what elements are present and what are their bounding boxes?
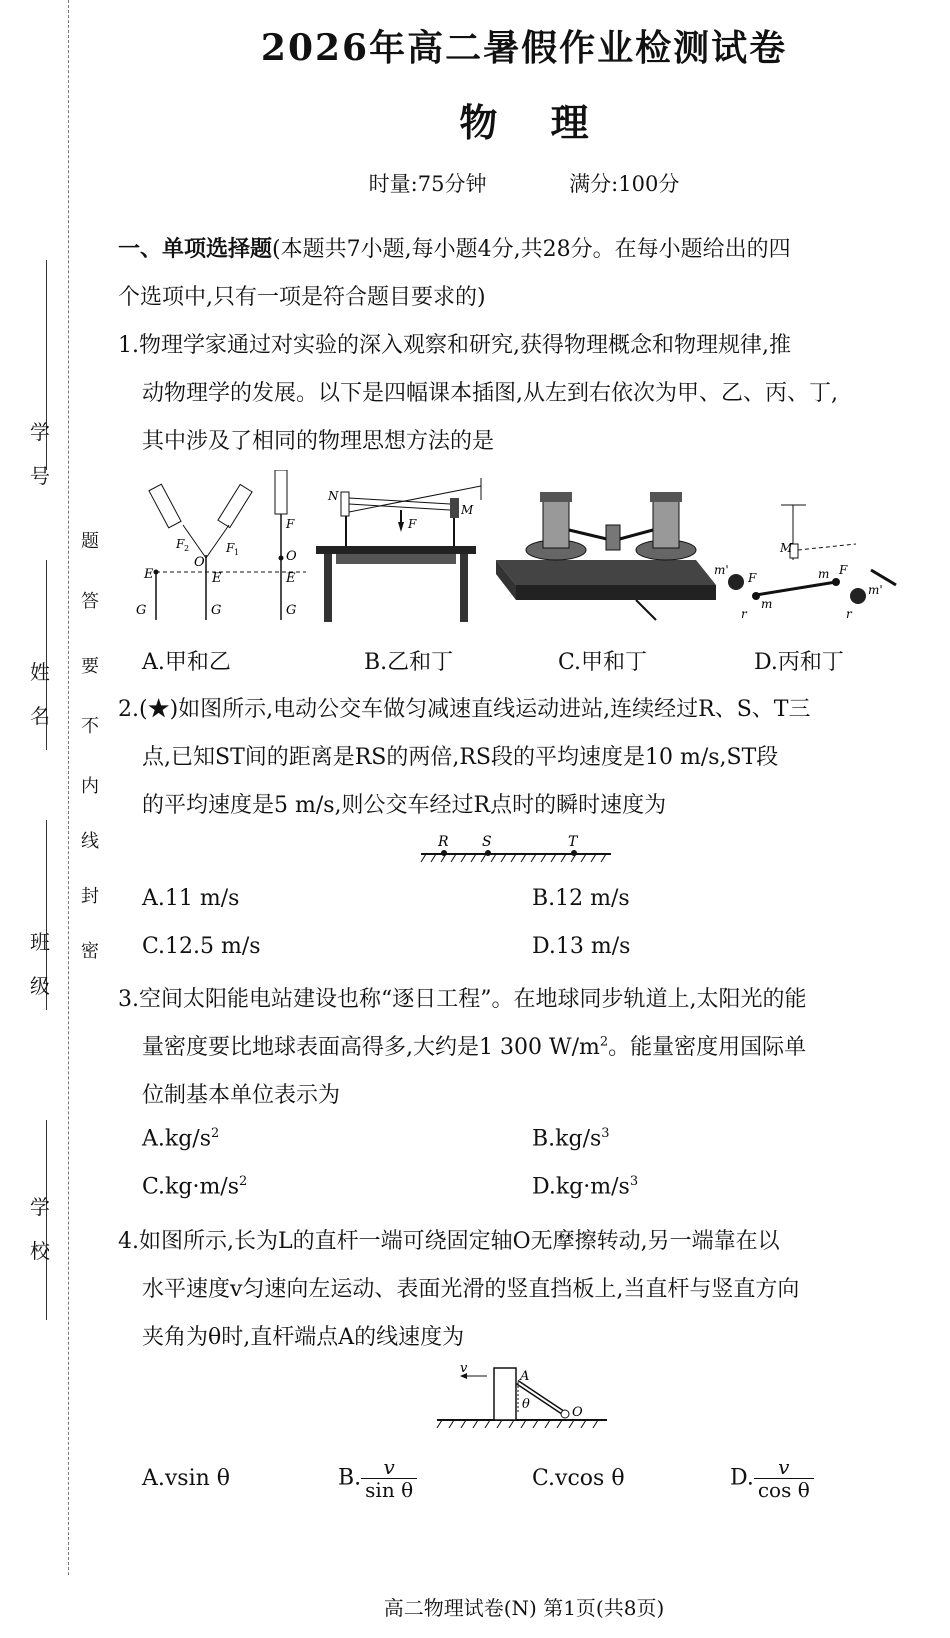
q4-option-d[interactable] bbox=[730, 1456, 814, 1501]
q2-stem-line2: 点,已知ST间的距离是RS的两倍,RS段的平均速度是10 m/s,ST段 bbox=[142, 745, 779, 770]
q1-stem-line2: 动物理学的发展。以下是四幅课本插图,从左到右依次为甲、乙、丙、丁, bbox=[142, 381, 838, 406]
figure-light-lever bbox=[316, 478, 481, 622]
label-O: O bbox=[572, 1405, 583, 1420]
q3-stem-line3: 位制基本单位表示为 bbox=[142, 1083, 341, 1108]
section-heading bbox=[118, 232, 791, 263]
q1-option-c[interactable]: C.甲和丁 bbox=[558, 650, 648, 675]
label-E: E bbox=[286, 571, 296, 586]
q2-option-a[interactable]: A.11 m/s bbox=[142, 886, 240, 911]
label-F: F bbox=[408, 517, 417, 531]
fraction bbox=[361, 1456, 417, 1501]
q3-option-d[interactable] bbox=[532, 1174, 638, 1199]
fraction-numerator: v bbox=[754, 1456, 814, 1479]
q3-text: 量密度要比地球表面高得多,大约是1 300 W/m bbox=[142, 1035, 600, 1060]
full-score: 满分:100分 bbox=[569, 172, 680, 196]
q3-text: 。能量密度用国际单 bbox=[608, 1035, 807, 1060]
label-F: F bbox=[748, 571, 757, 585]
q3-option-c-sup: 2 bbox=[239, 1174, 248, 1189]
q3-option-a-text: A.kg/s bbox=[142, 1126, 211, 1152]
q1-figures bbox=[136, 470, 916, 630]
label-F: F bbox=[839, 563, 848, 577]
seal-dashed-line bbox=[68, 0, 69, 1575]
class-label: 班级 bbox=[30, 930, 50, 998]
section-desc: (本题共7小题,每小题4分,共28分。在每小题给出的四 bbox=[272, 237, 791, 262]
label-G: G bbox=[211, 603, 222, 618]
q1-option-a[interactable]: A.甲和乙 bbox=[142, 650, 231, 675]
q2-road-figure bbox=[416, 832, 616, 866]
q4-stem-line1: 4.如图所示,长为L的直杆一端可绕固定轴O无摩擦转动,另一端靠在以 bbox=[118, 1229, 780, 1254]
time-limit: 时量:75分钟 bbox=[368, 172, 487, 196]
point-S: S bbox=[482, 834, 492, 850]
subject-title: 物 理 bbox=[459, 100, 589, 145]
q4-option-b-letter: B. bbox=[338, 1465, 362, 1491]
label-m: m bbox=[818, 567, 830, 581]
q2-option-c[interactable]: C.12.5 m/s bbox=[142, 934, 261, 959]
fraction-denominator: cos θ bbox=[757, 1478, 810, 1502]
q1-option-d[interactable]: D.丙和丁 bbox=[754, 650, 844, 675]
q4-option-d-letter: D. bbox=[730, 1465, 754, 1491]
point-T: T bbox=[568, 834, 578, 850]
seal-char: 密 bbox=[81, 941, 99, 962]
q3-superscript: 2 bbox=[599, 1034, 609, 1050]
figure-force-composition bbox=[136, 470, 306, 620]
label-E: E bbox=[144, 567, 154, 582]
q3-option-b-text: B.kg/s bbox=[532, 1126, 602, 1152]
q3-option-d-sup: 3 bbox=[629, 1174, 639, 1189]
seal-char: 封 bbox=[81, 886, 99, 907]
exam-meta bbox=[118, 168, 930, 198]
label-v: v bbox=[460, 1362, 468, 1376]
q3-stem-line2 bbox=[142, 1030, 806, 1061]
page-footer: 高二物理试卷(N) 第1页(共8页) bbox=[383, 1596, 665, 1620]
label-m: m bbox=[761, 597, 773, 611]
label-G: G bbox=[136, 603, 147, 618]
fraction bbox=[754, 1456, 814, 1501]
seal-char: 要 bbox=[81, 656, 99, 677]
label-m-prime: m' bbox=[868, 583, 883, 597]
label-G: G bbox=[286, 603, 297, 618]
q4-stem-line3: 夹角为θ时,直杆端点A的线速度为 bbox=[142, 1325, 465, 1350]
seal-char: 内 bbox=[81, 776, 99, 797]
label-r: r bbox=[846, 607, 852, 621]
q3-stem-line1: 3.空间太阳能电站建设也称“逐日工程”。在地球同步轨道上,太阳光的能 bbox=[118, 987, 807, 1012]
q1-stem-line1: 1.物理学家通过对实验的深入观察和研究,获得物理概念和物理规律,推 bbox=[118, 333, 791, 358]
seal-char: 不 bbox=[81, 716, 99, 737]
seal-char: 答 bbox=[81, 591, 99, 612]
q2-option-b[interactable]: B.12 m/s bbox=[532, 886, 630, 911]
student-id-label: 学号 bbox=[30, 420, 50, 488]
label-F1: F bbox=[226, 541, 235, 555]
label-m-prime: m' bbox=[714, 563, 729, 577]
figure-coulomb-apparatus bbox=[496, 492, 716, 620]
label-F1-sub: 1 bbox=[234, 548, 240, 557]
label-N: N bbox=[328, 489, 339, 503]
q3-option-a[interactable] bbox=[142, 1126, 219, 1151]
q3-option-a-sup: 2 bbox=[211, 1126, 220, 1141]
label-A: A bbox=[520, 1369, 530, 1384]
seal-char: 线 bbox=[81, 831, 99, 852]
label-O: O bbox=[194, 555, 205, 570]
q1-stem-line3: 其中涉及了相同的物理思想方法的是 bbox=[142, 429, 495, 454]
q2-stem-line1: 2.(★)如图所示,电动公交车做匀减速直线运动进站,连续经过R、S、T三 bbox=[118, 697, 811, 722]
label-r: r bbox=[741, 607, 747, 621]
q4-rod-figure bbox=[432, 1362, 612, 1432]
label-O: O bbox=[286, 549, 297, 564]
label-M: M bbox=[780, 541, 793, 555]
q3-option-d-text: D.kg·m/s bbox=[532, 1174, 630, 1200]
label-M: M bbox=[461, 503, 474, 517]
label-E: E bbox=[212, 571, 222, 586]
school-label: 学校 bbox=[30, 1195, 50, 1263]
section-title: 一、单项选择题 bbox=[118, 236, 273, 262]
q3-option-b[interactable] bbox=[532, 1126, 610, 1151]
label-F: F bbox=[286, 517, 295, 531]
q1-option-b[interactable]: B.乙和丁 bbox=[364, 650, 454, 675]
fraction-numerator: v bbox=[361, 1456, 417, 1479]
label-F2: F bbox=[176, 537, 185, 551]
q3-option-b-sup: 3 bbox=[601, 1126, 610, 1141]
q2-stem-line3: 的平均速度是5 m/s,则公交车经过R点时的瞬时速度为 bbox=[142, 793, 667, 818]
name-label: 姓名 bbox=[30, 660, 50, 728]
section-desc-line2: 个选项中,只有一项是符合题目要求的) bbox=[118, 285, 486, 310]
figure-torsion-balance bbox=[714, 505, 896, 621]
label-F2-sub: 2 bbox=[184, 544, 190, 553]
q2-option-d[interactable]: D.13 m/s bbox=[532, 934, 631, 959]
fraction-denominator: sin θ bbox=[365, 1478, 414, 1502]
q4-option-b[interactable] bbox=[338, 1456, 417, 1501]
seal-char: 题 bbox=[81, 531, 99, 552]
q3-option-c[interactable] bbox=[142, 1174, 247, 1199]
q4-option-c[interactable]: C.vcos θ bbox=[532, 1466, 625, 1491]
binding-gutter bbox=[0, 0, 110, 1638]
exam-title: 2026年高二暑假作业检测试卷 bbox=[260, 27, 788, 69]
q3-option-c-text: C.kg·m/s bbox=[142, 1174, 240, 1200]
q4-option-a[interactable]: A.vsin θ bbox=[142, 1466, 231, 1491]
point-R: R bbox=[438, 834, 449, 850]
label-theta: θ bbox=[522, 1397, 530, 1412]
q4-stem-line2: 水平速度v匀速向左运动、表面光滑的竖直挡板上,当直杆与竖直方向 bbox=[142, 1277, 800, 1302]
